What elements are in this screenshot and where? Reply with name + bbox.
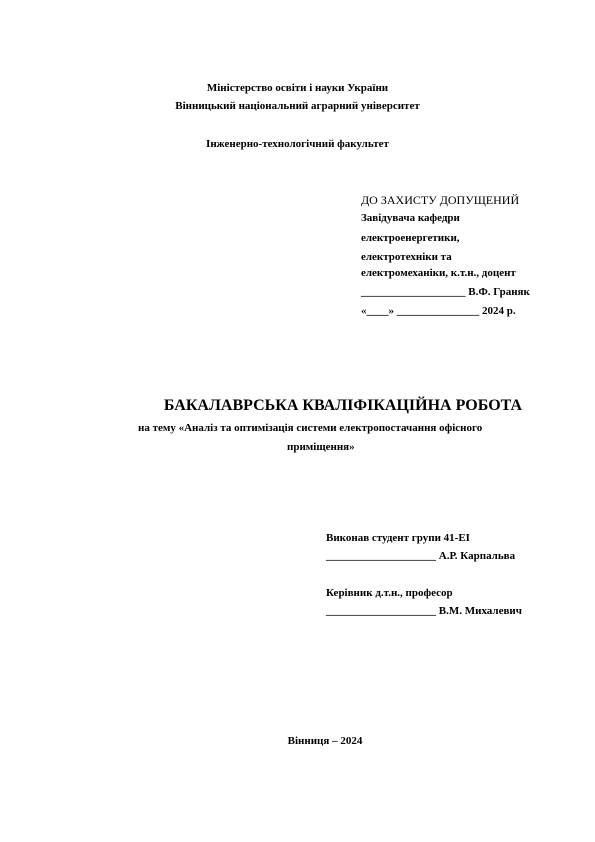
approval-date: «____» _______________ 2024 р.: [361, 305, 516, 317]
approval-signature: ___________________ В.Ф. Граняк: [361, 286, 530, 298]
author-label: Виконав студент групи 41-ЕІ: [326, 532, 470, 544]
work-topic-line-1: на тему «Аналіз та оптимізація системи електропостачання офісного: [138, 422, 483, 434]
author-signature: ____________________ А.Р. Карпальва: [326, 550, 516, 562]
approval-line-2: електроенергетики,: [361, 232, 460, 244]
approval-line-4: електромеханіки, к.т.н., доцент: [361, 267, 516, 279]
ministry-line: Міністерство освіти і науки України: [206, 82, 389, 94]
work-topic-line-2: приміщення»: [287, 441, 355, 453]
city-year: Вінниця – 2024: [287, 735, 363, 747]
approval-heading: ДО ЗАХИСТУ ДОПУЩЕНИЙ: [361, 193, 520, 207]
supervisor-signature: ____________________ В.М. Михалевич: [326, 605, 522, 617]
university-line: Вінницький національний аграрний університет: [175, 100, 420, 112]
supervisor-label: Керівник д.т.н., професор: [326, 587, 453, 599]
approval-line-3: електротехніки та: [361, 251, 452, 263]
faculty-line: Інженерно-технологічний факультет: [206, 138, 389, 150]
work-title: БАКАЛАВРСЬКА КВАЛІФІКАЦІЙНА РОБОТА: [163, 397, 523, 414]
approval-line-1: Завідувача кафедри: [361, 212, 460, 224]
